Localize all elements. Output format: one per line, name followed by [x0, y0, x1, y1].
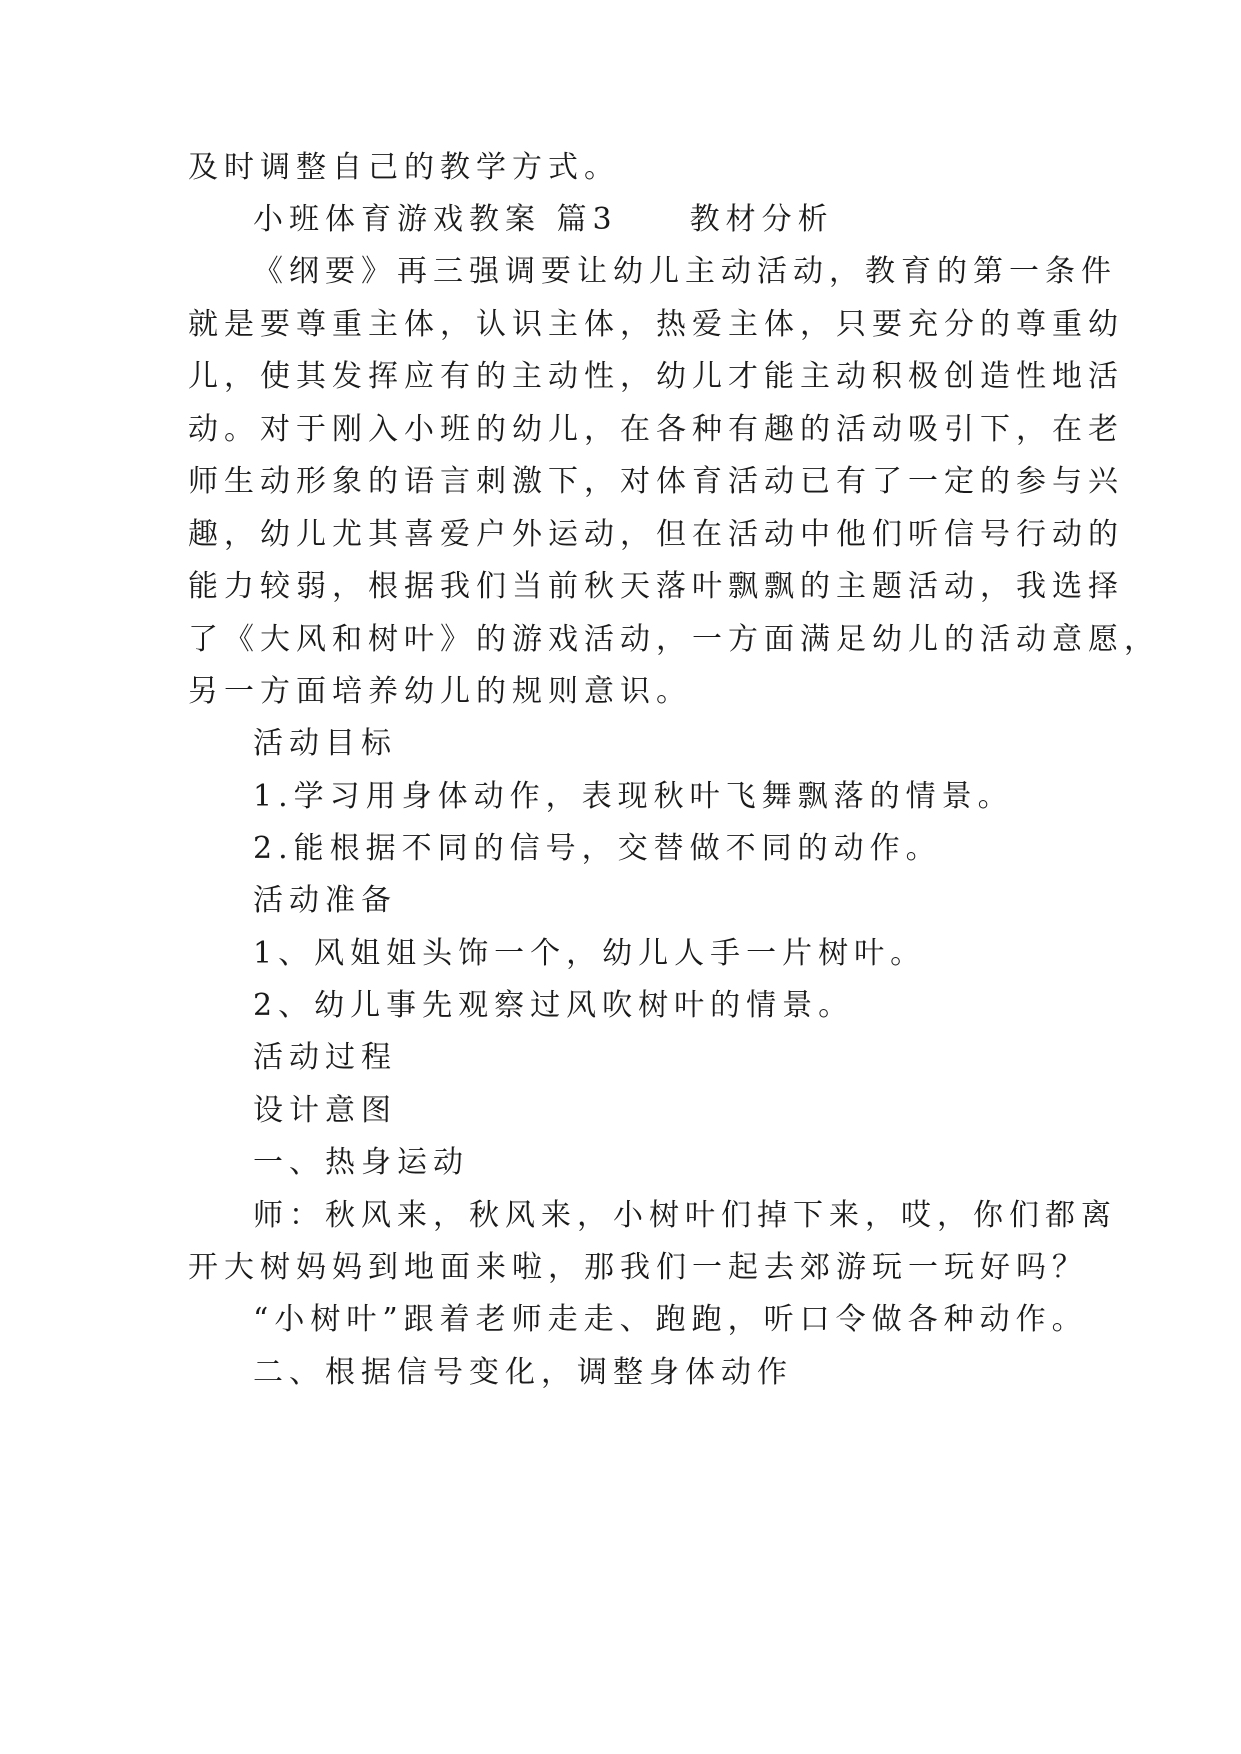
paragraph-line: 儿，使其发挥应有的主动性，幼儿才能主动积极创造性地活 — [188, 359, 1124, 394]
paragraph-line: 开大树妈妈到地面来啦，那我们一起去郊游玩一玩好吗？ — [188, 1250, 1088, 1285]
subheading-adjust-movements: 二、根据信号变化，调整身体动作 — [253, 1355, 793, 1390]
paragraph-line: 能力较弱，根据我们当前秋天落叶飘飘的主题活动，我选择 — [188, 569, 1124, 604]
subheading-activity-process: 活动过程 — [253, 1040, 397, 1075]
subheading-activity-preparation: 活动准备 — [253, 883, 397, 918]
list-item: 1.学习用身体动作，表现秋叶飞舞飘落的情景。 — [253, 779, 1014, 814]
subheading-warmup: 一、热身运动 — [253, 1145, 469, 1180]
paragraph-line: 动。对于刚入小班的幼儿，在各种有趣的活动吸引下，在老 — [188, 412, 1124, 447]
paragraph-line: 了《大风和树叶》的游戏活动，一方面满足幼儿的活动意愿， — [188, 622, 1160, 657]
paragraph-line: “小树叶”跟着老师走走、跑跑，听口令做各种动作。 — [253, 1302, 1088, 1337]
paragraph-line: 就是要尊重主体，认识主体，热爱主体，只要充分的尊重幼 — [188, 307, 1124, 342]
text-line-continuation: 及时调整自己的教学方式。 — [188, 150, 620, 185]
section-title: 小班体育游戏教案 篇3 教材分析 — [253, 202, 834, 237]
paragraph-line: 趣，幼儿尤其喜爱户外运动，但在活动中他们听信号行动的 — [188, 517, 1124, 552]
paragraph-line: 另一方面培养幼儿的规则意识。 — [188, 674, 692, 709]
paragraph-line: 师生动形象的语言刺激下，对体育活动已有了一定的参与兴 — [188, 464, 1124, 499]
list-item: 2.能根据不同的信号，交替做不同的动作。 — [253, 831, 942, 866]
subheading-design-intent: 设计意图 — [253, 1093, 397, 1128]
subheading-activity-goals: 活动目标 — [253, 726, 397, 761]
list-item: 2、幼儿事先观察过风吹树叶的情景。 — [253, 988, 855, 1023]
paragraph-line: 师：秋风来，秋风来，小树叶们掉下来，哎，你们都离 — [253, 1198, 1117, 1233]
list-item: 1、风姐姐头饰一个，幼儿人手一片树叶。 — [253, 936, 927, 971]
paragraph-line: 《纲要》再三强调要让幼儿主动活动，教育的第一条件 — [253, 254, 1117, 289]
